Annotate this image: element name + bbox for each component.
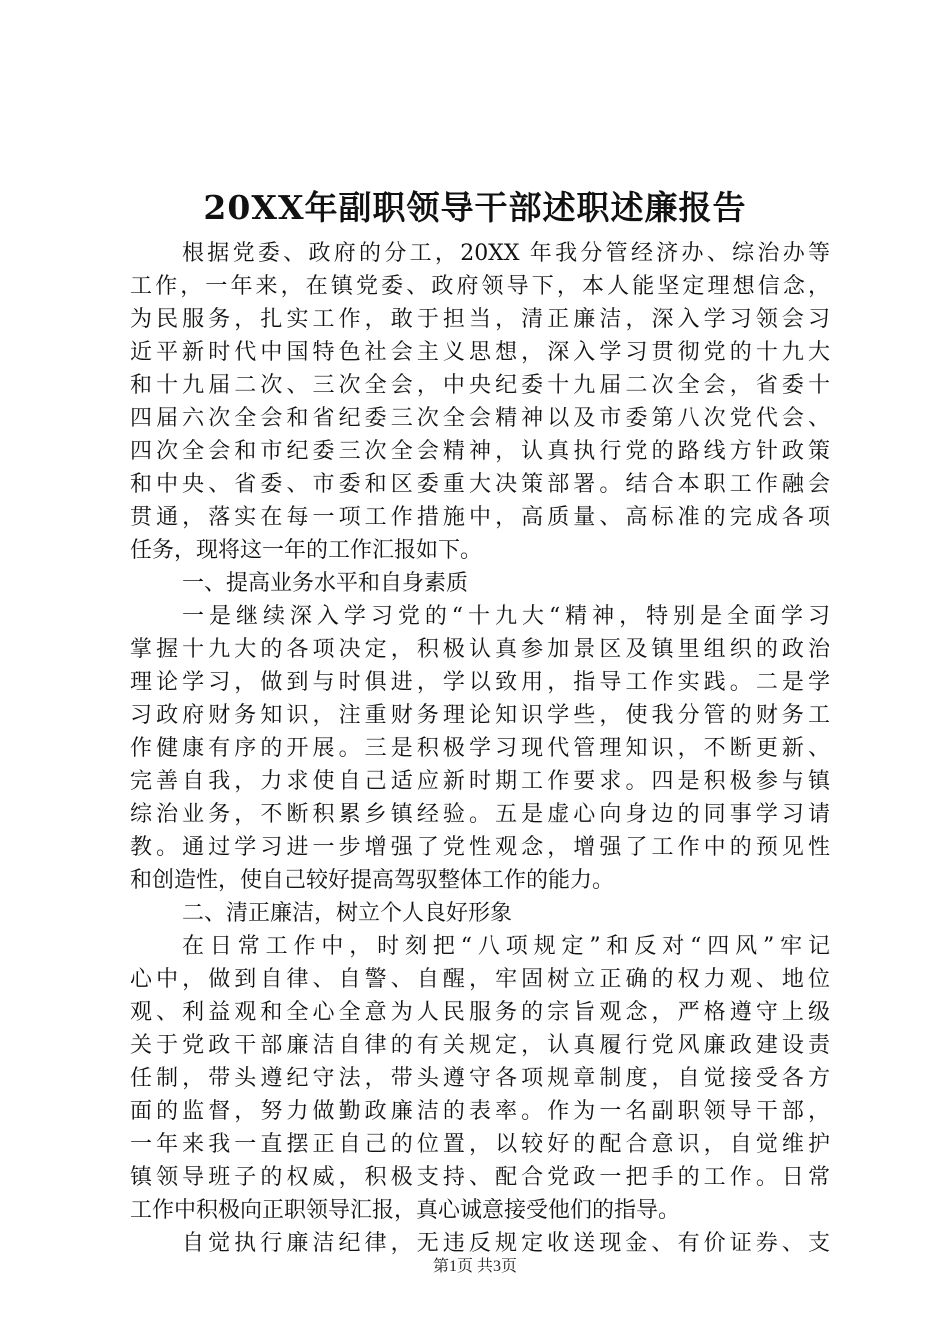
- text-line: 任制，带头遵纪守法，带头遵守各项规章制度，自觉接受各方: [130, 1066, 830, 1091]
- text-line: 四届六次全会和省纪委三次全会精神以及市委第八次党代会、: [130, 406, 830, 431]
- text-line: 工作中积极向正职领导汇报，真心诚意接受他们的指导。: [130, 1198, 681, 1223]
- text-line: 和中央、省委、市委和区委重大决策部署。结合本职工作融会: [130, 472, 830, 497]
- text-line: 四次全会和市纪委三次全会精神，认真执行党的路线方针政策: [130, 439, 830, 464]
- text-line: 综治业务，不断积累乡镇经验。五是虚心向身边的同事学习请: [130, 802, 830, 827]
- text-line: 习政府财务知识，注重财务理论知识学些，使我分管的财务工: [130, 703, 830, 728]
- document-body: [130, 237, 830, 1260]
- text-line: 和创造性，使自己较好提高驾驭整体工作的能力。: [130, 868, 615, 893]
- text-line: 面的监督，努力做勤政廉洁的表率。作为一名副职领导干部，: [130, 1099, 830, 1124]
- text-line: 根据党委、政府的分工，20XX 年我分管经济办、综治办等: [182, 241, 830, 266]
- text-line: 观、利益观和全心全意为人民服务的宗旨观念，严格遵守上级: [130, 1000, 830, 1025]
- text-line: 和十九届二次、三次全会，中央纪委十九届二次全会，省委十: [130, 373, 830, 398]
- text-line: 完善自我，力求使自己适应新时期工作要求。四是积极参与镇: [130, 769, 830, 794]
- section-heading: 一、提高业务水平和自身素质: [182, 571, 469, 596]
- text-line: 贯通，落实在每一项工作措施中，高质量、高标准的完成各项: [130, 505, 830, 530]
- section-heading: 二、清正廉洁，树立个人良好形象: [182, 901, 513, 926]
- document-title: 20XX年副职领导干部述职述廉报告: [203, 188, 747, 227]
- text-line: 一是继续深入学习党的“十九大“精神，特别是全面学习: [182, 604, 830, 629]
- text-line: 近平新时代中国特色社会主义思想，深入学习贯彻党的十九大: [130, 340, 830, 365]
- text-line: 掌握十九大的各项决定，积极认真参加景区及镇里组织的政治: [130, 637, 830, 662]
- text-line: 自觉执行廉洁纪律，无违反规定收送现金、有价证券、支: [182, 1231, 830, 1256]
- text-line: 任务，现将这一年的工作汇报如下。: [130, 538, 483, 563]
- text-line: 作健康有序的开展。三是积极学习现代管理知识，不断更新、: [130, 736, 830, 761]
- text-line: 理论学习，做到与时俱进，学以致用，指导工作实践。二是学: [130, 670, 830, 695]
- text-line: 镇领导班子的权威，积极支持、配合党政一把手的工作。日常: [130, 1165, 830, 1190]
- text-line: 关于党政干部廉洁自律的有关规定，认真履行党风廉政建设责: [130, 1033, 830, 1058]
- text-line: 为民服务，扎实工作，敢于担当，清正廉洁，深入学习领会习: [130, 307, 830, 332]
- text-line: 在日常工作中，时刻把“八项规定”和反对“四风”牢记: [182, 934, 830, 959]
- text-line: 教。通过学习进一步增强了党性观念，增强了工作中的预见性: [130, 835, 830, 860]
- page-footer: 第1页 共3页: [432, 1258, 517, 1275]
- text-line: 心中，做到自律、自警、自醒，牢固树立正确的权力观、地位: [130, 967, 830, 992]
- text-line: 工作，一年来，在镇党委、政府领导下，本人能坚定理想信念，: [130, 274, 830, 299]
- text-line: 一年来我一直摆正自己的位置，以较好的配合意识，自觉维护: [130, 1132, 830, 1157]
